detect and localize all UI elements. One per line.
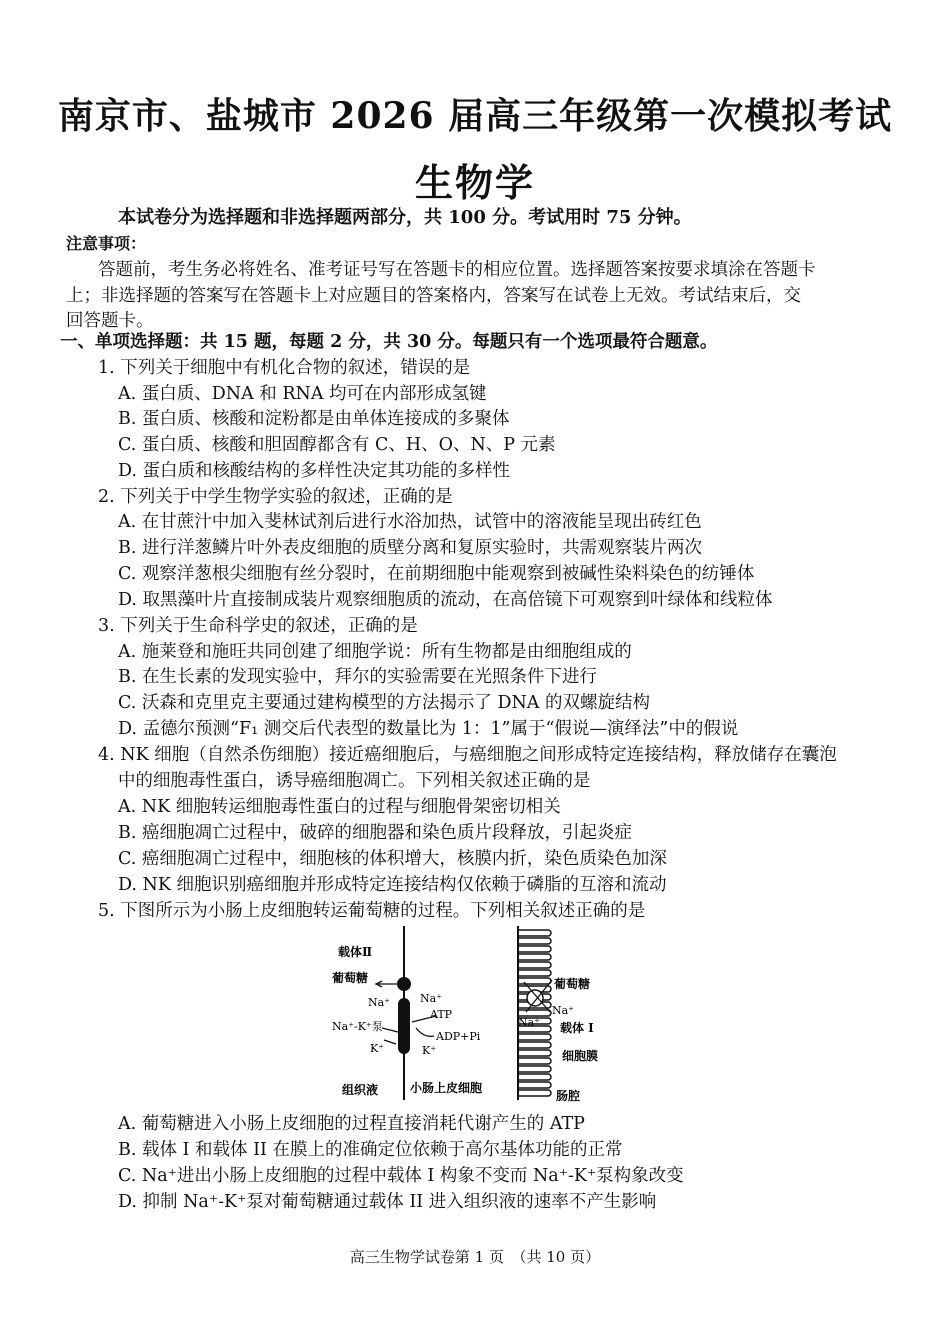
question-1-option-c: C. 蛋白质、核酸和胆固醇都含有 C、H、O、N、P 元素 bbox=[118, 435, 556, 455]
question-5-option-a: A. 葡萄糖进入小肠上皮细胞的过程直接消耗代谢产生的 ATP bbox=[118, 1114, 585, 1134]
label-na-c: Na⁺ bbox=[552, 1004, 574, 1017]
notice-line-2: 上；非选择题的答案写在答题卡上对应题目的答案格内，答案写在试卷上无效。考试结束后，交 bbox=[66, 286, 801, 306]
question-4-option-c: C. 癌细胞凋亡过程中，细胞核的体积增大，核膜内折，染色质染色加深 bbox=[118, 849, 667, 869]
carrier-1-shape bbox=[527, 990, 543, 1006]
question-1-option-a: A. 蛋白质、DNA 和 RNA 均可在内部形成氢键 bbox=[118, 384, 487, 404]
notice-line-1: 答题前，考生务必将姓名、准考证号写在答题卡的相应位置。选择题答案按要求填涂在答题卡 bbox=[98, 260, 816, 280]
question-3-option-a: A. 施莱登和施旺共同创建了细胞学说：所有生物都是由细胞组成的 bbox=[118, 642, 632, 662]
question-5-option-d: D. 抑制 Na⁺-K⁺泵对葡萄糖通过载体 II 进入组织液的速率不产生影响 bbox=[118, 1192, 657, 1212]
question-4-option-a: A. NK 细胞转运细胞毒性蛋白的过程与细胞骨架密切相关 bbox=[118, 797, 561, 817]
na-k-pump-shape bbox=[398, 998, 410, 1054]
notice-heading: 注意事项： bbox=[66, 234, 147, 253]
question-5-option-b: B. 载体 I 和载体 II 在膜上的准确定位依赖于高尔基体功能的正常 bbox=[118, 1140, 623, 1160]
question-4-option-b: B. 癌细胞凋亡过程中，破碎的细胞器和染色质片段释放，引起炎症 bbox=[118, 823, 632, 843]
question-4-option-d: D. NK 细胞识别癌细胞并形成特定连接结构仅依赖于磷脂的互溶和流动 bbox=[118, 875, 667, 895]
question-3-stem: 3. 下列关于生命科学史的叙述，正确的是 bbox=[98, 616, 418, 636]
question-2-stem: 2. 下列关于中学生物学实验的叙述，正确的是 bbox=[98, 487, 453, 507]
question-4-stem-cont: 中的细胞毒性蛋白，诱导癌细胞凋亡。下列相关叙述正确的是 bbox=[118, 771, 591, 791]
label-lumen: 肠腔 bbox=[556, 1089, 581, 1102]
exam-title: 南京市、盐城市 2026 届高三年级第一次模拟考试 bbox=[57, 95, 893, 137]
label-glucose-right: 葡萄糖 bbox=[554, 977, 591, 991]
subject-title: 生物学 bbox=[414, 160, 535, 205]
label-glucose-left: 葡萄糖 bbox=[332, 971, 369, 985]
label-carrier-1: 载体 I bbox=[560, 1021, 594, 1035]
question-3-option-b: B. 在生长素的发现实验中，拜尔的实验需要在光照条件下进行 bbox=[118, 667, 597, 687]
question-5-stem: 5. 下图所示为小肠上皮细胞转运葡萄糖的过程。下列相关叙述正确的是 bbox=[98, 901, 646, 921]
notice-line-3: 回答题卡。 bbox=[66, 311, 154, 331]
glucose-transport-diagram bbox=[330, 922, 620, 1102]
label-membrane: 细胞膜 bbox=[562, 1049, 599, 1063]
label-tissue-fluid: 组织液 bbox=[342, 1083, 379, 1097]
section-heading: 一、单项选择题：共 15 题，每题 2 分，共 30 分。每题只有一个选项最符合题意。 bbox=[60, 332, 718, 352]
label-carrier-2: 载体Ⅱ bbox=[338, 945, 373, 959]
question-2-option-b: B. 进行洋葱鳞片叶外表皮细胞的质壁分离和复原实验时，共需观察装片两次 bbox=[118, 538, 702, 558]
label-atp: ATP bbox=[430, 1008, 453, 1021]
question-2-option-a: A. 在甘蔗汁中加入斐林试剂后进行水浴加热，试管中的溶液能呈现出砖红色 bbox=[118, 512, 702, 532]
label-cell: 小肠上皮细胞 bbox=[410, 1081, 483, 1095]
question-1-stem: 1. 下列关于细胞中有机化合物的叙述，错误的是 bbox=[98, 358, 471, 378]
question-3-option-d: D. 孟德尔预测“F₁ 测交后代表型的数量比为 1：1”属于“假说—演绎法”中的假说 bbox=[118, 719, 739, 739]
label-k-a: K⁺ bbox=[370, 1042, 385, 1055]
label-pump: Na⁺-K⁺泵 bbox=[332, 1020, 383, 1033]
question-2-option-d: D. 取黑藻叶片直接制成装片观察细胞质的流动，在高倍镜下可观察到叶绿体和线粒体 bbox=[118, 590, 773, 610]
question-2-option-c: C. 观察洋葱根尖细胞有丝分裂时，在前期细胞中能观察到被碱性染料染色的纺锤体 bbox=[118, 564, 755, 584]
question-1-option-b: B. 蛋白质、核酸和淀粉都是由单体连接成的多聚体 bbox=[118, 409, 510, 429]
label-k-b: K⁺ bbox=[422, 1044, 437, 1057]
page-footer: 高三生物学试卷第 1 页 （共 10 页） bbox=[349, 1248, 601, 1266]
question-5-option-c: C. Na⁺进出小肠上皮细胞的过程中载体 I 构象不变而 Na⁺-K⁺泵构象改变 bbox=[118, 1166, 684, 1186]
question-4-stem: 4. NK 细胞（自然杀伤细胞）接近癌细胞后，与癌细胞之间形成特定连接结构，释放储存在囊泡 bbox=[98, 745, 837, 765]
microvilli bbox=[518, 930, 551, 1096]
exam-intro: 本试卷分为选择题和非选择题两部分，共 100 分。考试用时 75 分钟。 bbox=[118, 207, 692, 228]
label-na-a: Na⁺ bbox=[368, 996, 390, 1009]
question-1-option-d: D. 蛋白质和核酸结构的多样性决定其功能的多样性 bbox=[118, 461, 511, 481]
label-adp: ADP+Pi bbox=[436, 1030, 481, 1043]
label-na-d: Na⁺ bbox=[518, 1016, 540, 1029]
question-3-option-c: C. 沃森和克里克主要通过建构模型的方法揭示了 DNA 的双螺旋结构 bbox=[118, 693, 650, 713]
label-na-b: Na⁺ bbox=[420, 992, 442, 1005]
